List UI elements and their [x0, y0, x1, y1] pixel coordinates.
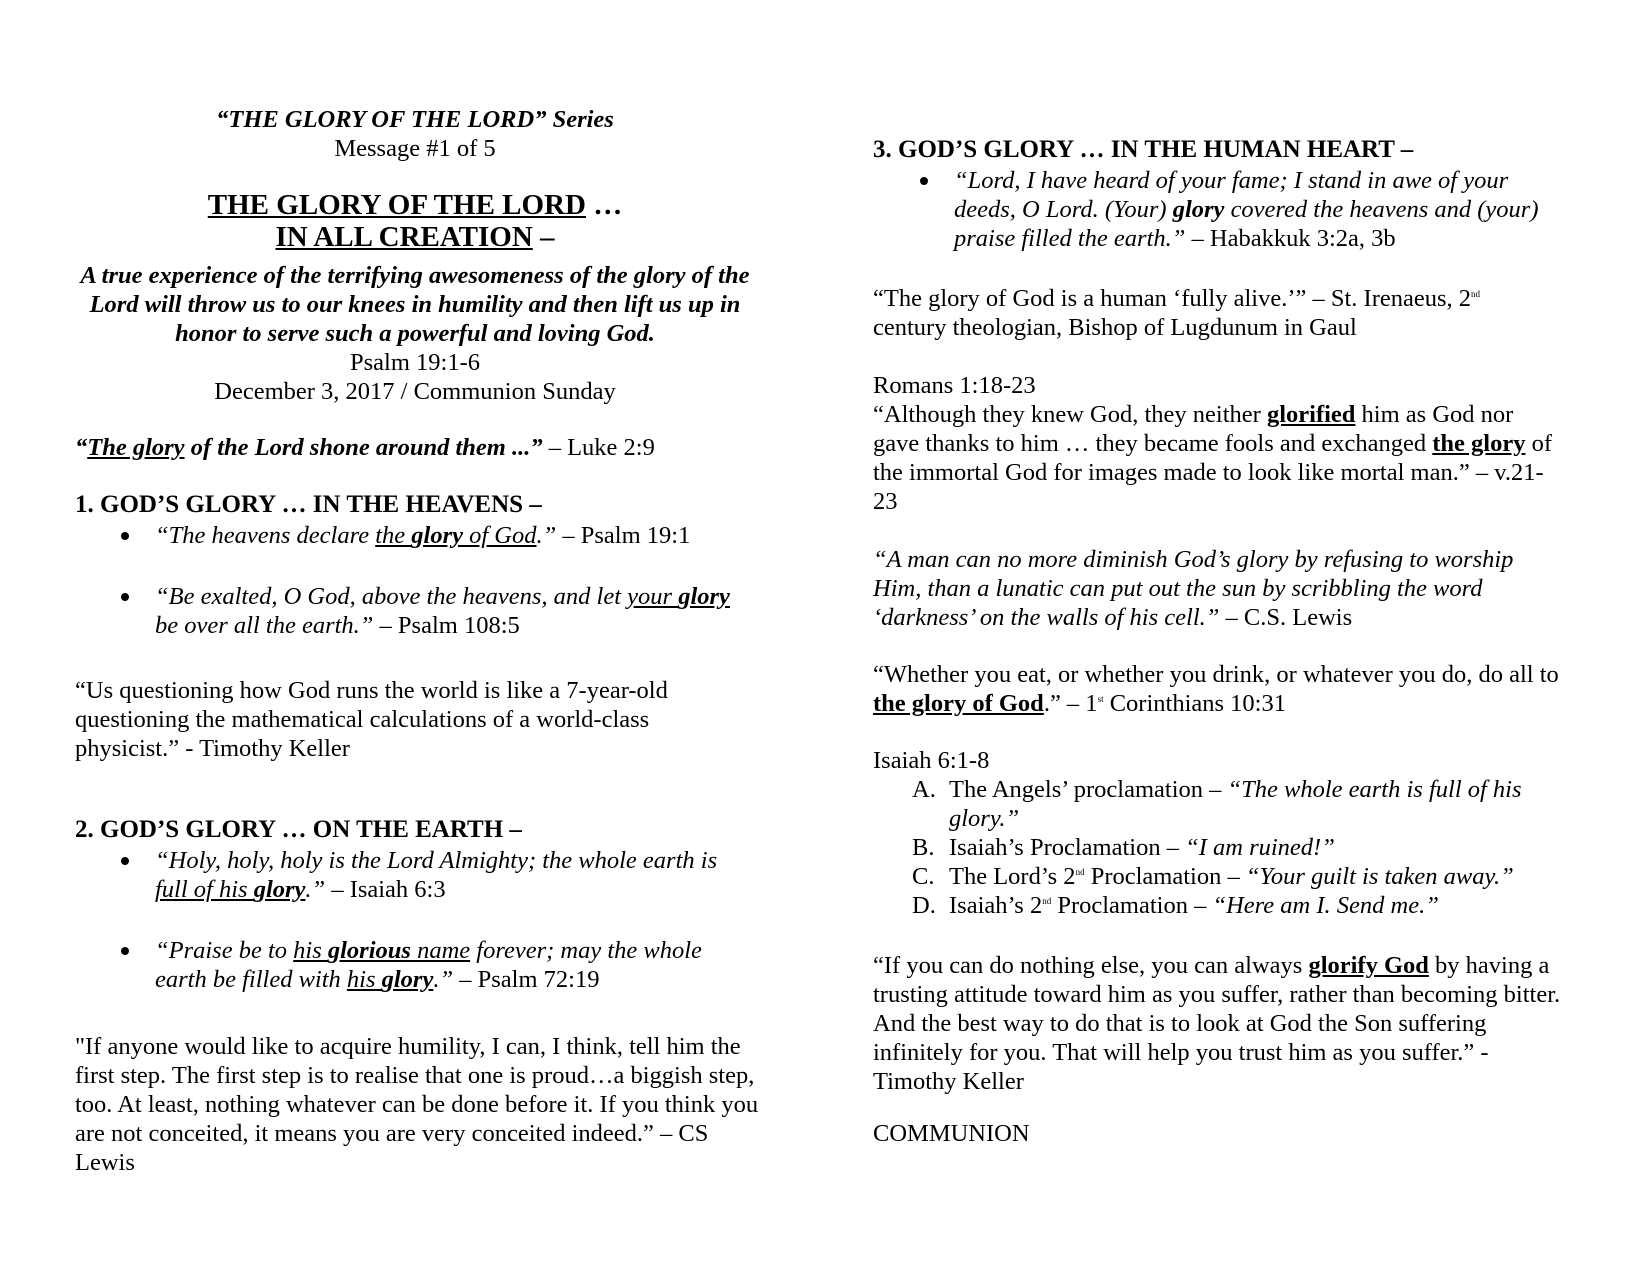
item-text: Isaiah’s Proclamation – — [949, 834, 1186, 861]
scripture-reference: Psalm 19:1-6 — [350, 349, 480, 376]
bullet-bold-underlined: glory — [678, 583, 730, 610]
lewis-reference: – C.S. Lewis — [1219, 604, 1353, 631]
isaiah-item-d — [873, 891, 1553, 920]
bullet-bold-underlined: glory — [253, 876, 306, 903]
bullet-text: .” — [536, 522, 557, 549]
item-quote: “Your guilt is taken away.” — [1245, 863, 1514, 890]
corinthians-bold-underlined: the glory of God — [873, 690, 1044, 717]
date-line: December 3, 2017 / Communion Sunday — [214, 378, 616, 405]
romans-text: him as God nor gave thanks to him … they became fools and exchanged — [873, 401, 1514, 457]
keller-bold-underlined: glorify God — [1308, 952, 1429, 979]
communion-label: COMMUNION — [873, 1120, 1030, 1147]
isaiah-item-b — [873, 833, 1553, 862]
section-2 — [75, 815, 755, 994]
bullet-text: .” — [305, 876, 326, 903]
bullet-dot — [121, 857, 129, 865]
section-3-bullet-1 — [873, 166, 1573, 253]
bullet-bold: glory — [1172, 196, 1225, 223]
romans-text: of the immortal God for images made to look like mortal man.” – v.21-23 — [873, 430, 1553, 515]
bullet-reference: – Isaiah 6:3 — [325, 876, 446, 903]
bullet-reference: – Psalm 108:5 — [373, 612, 520, 639]
title-line2: IN ALL CREATION — [275, 221, 533, 253]
isaiah-item-a — [873, 775, 1553, 833]
item-text: The Angels’ proclamation – — [949, 776, 1228, 803]
isaiah-reference: Isaiah 6:1-8 — [873, 747, 990, 774]
bullet-text: forever; may the whole earth be filled with — [155, 937, 702, 993]
superscript: st — [1097, 693, 1104, 704]
sermon-title — [75, 188, 755, 254]
bullet-underlined: his — [346, 966, 382, 993]
item-text: Isaiah’s 2 — [949, 892, 1043, 919]
item-quote: “I am ruined!” — [1185, 834, 1335, 861]
lewis-quote-1: "If anyone would like to acquire humility, I can, I think, tell him the first step. The first step is to realise that one is proud…a biggish step, too. At least, nothing whatever can be done before it. If you think you are not conceited, it means you are very conceited indeed.” – CS Lewis — [75, 1033, 759, 1176]
luke-quote-text: of the Lord shone around them ...” — [184, 434, 543, 461]
bullet-reference: – Psalm 19:1 — [556, 522, 691, 549]
bullet-reference: – Habakkuk 3:2a, 3b — [1185, 225, 1396, 252]
lewis-quote-text: “A man can no more diminish God’s glory by refusing to worship Him, than a lunatic can put out the sun by scribbling the word ‘darkness’ on the walls of his cell.” — [873, 546, 1514, 631]
luke-quote-open: “ — [75, 434, 88, 461]
bullet-bold-underlined: glory — [381, 966, 434, 993]
title-line2-tail: – — [532, 221, 555, 253]
bullet-text: .” — [433, 966, 454, 993]
title-line1: THE GLORY OF THE LORD — [207, 189, 586, 221]
section-3 — [873, 135, 1573, 253]
message-number: Message #1 of 5 — [334, 135, 496, 162]
lewis-quote-2 — [873, 545, 1563, 632]
section-2-bullet-2 — [75, 936, 755, 994]
bullet-underlined: his — [293, 937, 328, 964]
corinthians-quote — [873, 660, 1573, 718]
bullet-underlined: of God — [463, 522, 537, 549]
keller-quote-1: “Us questioning how God runs the world is like a 7-year-old questioning the mathematical calculations of a world-class physicist.” - Timothy Keller — [75, 677, 668, 762]
sermon-subtitle: A true experience of the terrifying awesomeness of the glory of the Lord will throw us to our knees in humility and then lift us up in honor to serve such a powerful and loving God. — [80, 262, 750, 347]
luke-reference: – Luke 2:9 — [542, 434, 655, 461]
bullet-text: covered the heavens and (your) praise filled the earth.” — [954, 196, 1539, 252]
bullet-dot — [121, 947, 129, 955]
bullet-underlined: name — [410, 937, 471, 964]
item-marker: D. — [912, 892, 936, 919]
corinthians-text: “Whether you eat, or whether you drink, or whatever you do, do all to — [873, 661, 1559, 688]
keller-quote-2 — [873, 951, 1563, 1096]
irenaeus-text-cont: century theologian, Bishop of Lugdunum in Gaul — [873, 314, 1357, 341]
item-marker: B. — [912, 834, 935, 861]
bullet-dot — [121, 593, 129, 601]
bullet-bold-underlined: glorious — [327, 937, 411, 964]
section-2-heading: 2. GOD’S GLORY … ON THE EARTH – — [75, 816, 522, 843]
scripture-and-date — [75, 348, 755, 406]
superscript: nd — [1042, 895, 1052, 906]
series-header — [75, 105, 755, 163]
romans-bold-underlined: the glory — [1432, 430, 1526, 457]
keller-text: by having a trusting attitude toward him as you suffer, rather than becoming bitter. And the best way to do that is to look at God the Son suffering infinitely for you. That will help you trust him as you suffer.” - Timothy Keller — [873, 952, 1561, 1095]
bullet-text: be over all the earth.” — [155, 612, 374, 639]
item-quote: “The whole earth is full of his glory.” — [949, 776, 1522, 832]
bullet-bold-underlined: glory — [411, 522, 463, 549]
title-line1-tail: … — [585, 189, 623, 221]
isaiah-item-c — [873, 862, 1553, 891]
superscript: nd — [1471, 288, 1481, 299]
item-text: The Lord’s 2 — [949, 863, 1076, 890]
bullet-text: “Holy, holy, holy is the Lord Almighty; the whole earth is — [155, 847, 718, 874]
bullet-text: “Lord, I have heard of your fame; I stand in awe of your deeds, O Lord. (Your) — [954, 167, 1509, 223]
bullet-underlined: the — [375, 522, 412, 549]
bullet-text: “The heavens declare — [155, 522, 376, 549]
section-3-heading: 3. GOD’S GLORY … IN THE HUMAN HEART – — [873, 136, 1414, 163]
keller-text: “If you can do nothing else, you can always — [873, 952, 1309, 979]
item-marker: C. — [912, 863, 935, 890]
corinthians-text: .” – 1 — [1043, 690, 1098, 717]
section-1-bullet-1 — [75, 521, 755, 550]
item-text: Proclamation – — [1051, 892, 1213, 919]
bullet-underlined: full of his — [155, 876, 254, 903]
isaiah-block — [873, 746, 1573, 920]
romans-bold-underlined: glorified — [1266, 401, 1356, 428]
bullet-text: “Be exalted, O God, above the heavens, and let — [155, 583, 628, 610]
section-1 — [75, 490, 755, 640]
bullet-dot — [121, 532, 129, 540]
irenaeus-text: “The glory of God is a human ‘fully alive.’” – St. Irenaeus, 2 — [873, 285, 1472, 312]
item-text: Proclamation – — [1084, 863, 1246, 890]
item-marker: A. — [912, 776, 936, 803]
series-title: “THE GLORY OF THE LORD” Series — [216, 106, 614, 133]
section-1-bullet-2 — [75, 582, 755, 640]
bullet-underlined: your — [627, 583, 679, 610]
luke-quote — [75, 433, 755, 462]
bullet-text: “Praise be to — [155, 937, 294, 964]
item-quote: “Here am I. Send me.” — [1212, 892, 1439, 919]
romans-quote — [873, 400, 1563, 516]
section-1-heading: 1. GOD’S GLORY … IN THE HEAVENS – — [75, 491, 542, 518]
romans-reference: Romans 1:18-23 — [873, 372, 1036, 399]
corinthians-text: Corinthians 10:31 — [1103, 690, 1286, 717]
romans-text: “Although they knew God, they neither — [873, 401, 1267, 428]
romans-block — [873, 371, 1573, 516]
bullet-reference: – Psalm 72:19 — [453, 966, 600, 993]
bullet-dot — [920, 177, 928, 185]
superscript: nd — [1075, 866, 1085, 877]
section-2-bullet-1 — [75, 846, 755, 904]
irenaeus-quote — [873, 284, 1533, 342]
luke-quote-underlined: The glory — [87, 434, 185, 461]
